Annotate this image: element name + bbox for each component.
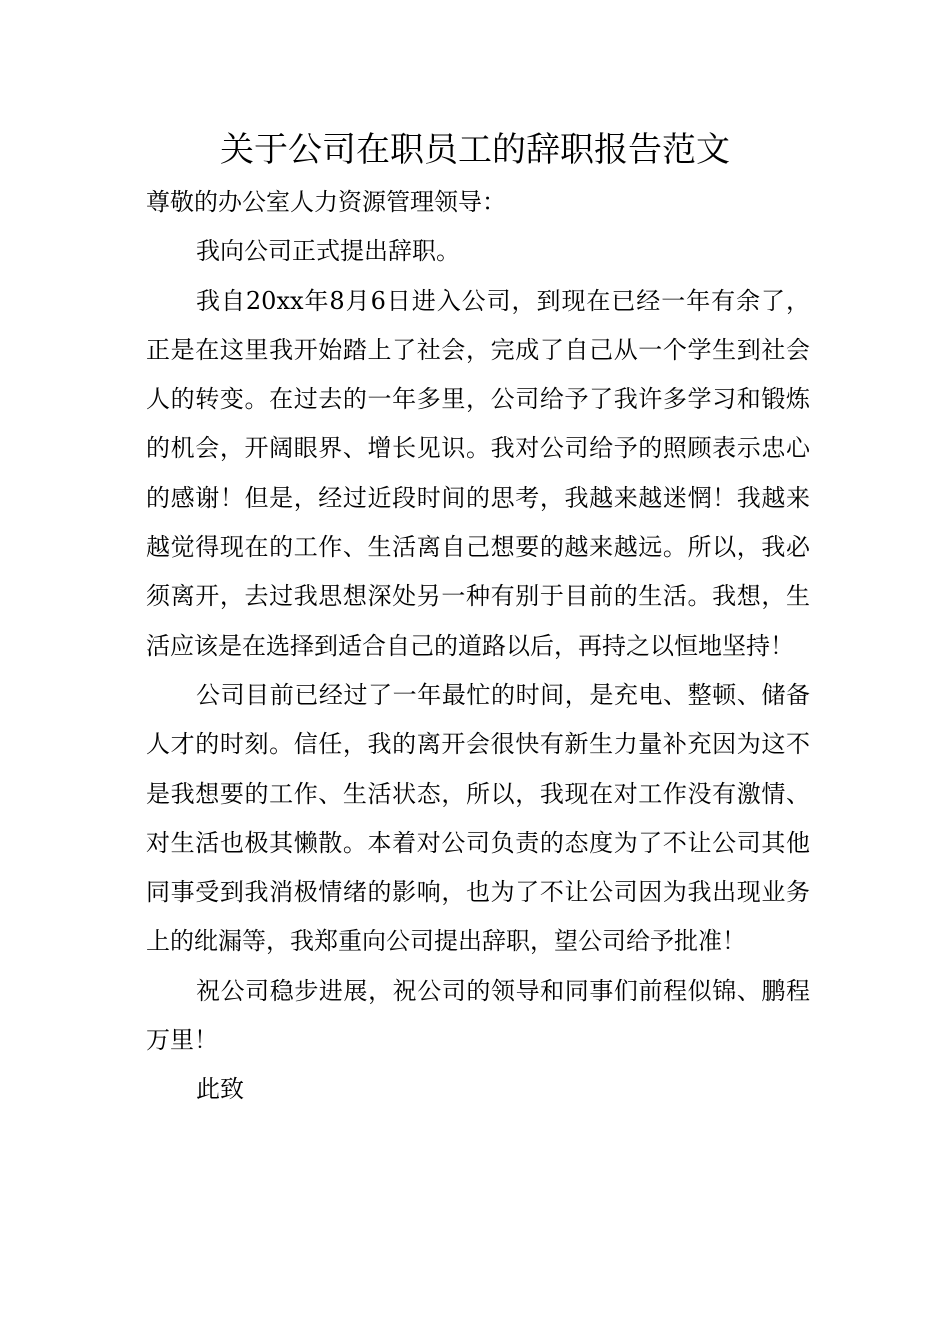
salutation: 尊敬的办公室人力资源管理领导： <box>146 188 506 216</box>
document-title: 关于公司在职员工的辞职报告范文 <box>220 130 730 170</box>
paragraph-closing: 此致 <box>196 1075 244 1104</box>
paragraph-wishes: 祝公司稳步进展，祝公司的领导和同事们前程似锦、鹏程万里！ <box>146 976 810 1055</box>
paragraph-reason: 公司目前已经过了一年最忙的时间，是充电、整顿、储备人才的时刻。信任，我的离开会很快有新生力量补充因为这不是我想要的工作、生活状态，所以，我现在对工作没有激情、对生活也极其懒散。本着对公司负责的态度为了不让公司其他同事受到我消极情绪的影响，也为了不让公司因为我出现业务上的纰漏等，我郑重向公司提出辞职，望公司给予批准！ <box>146 680 810 956</box>
document-body <box>146 178 810 1115</box>
paragraph-background: 我自20xx年8月6日进入公司，到现在已经一年有余了，正是在这里我开始踏上了社会，完成了自己从一个学生到社会人的转变。在过去的一年多里，公司给予了我许多学习和锻炼的机会，开阔眼界、增长见识。我对公司给予的照顾表示忠心的感谢！但是，经过近段时间的思考，我越来越迷惘！我越来越觉得现在的工作、生活离自己想要的越来越远。所以，我必须离开，去过我思想深处另一种有别于目前的生活。我想，生活应该是在选择到适合自己的道路以后，再持之以恒地坚持！ <box>146 286 810 660</box>
paragraph-resignation-statement: 我向公司正式提出辞职。 <box>196 237 460 266</box>
